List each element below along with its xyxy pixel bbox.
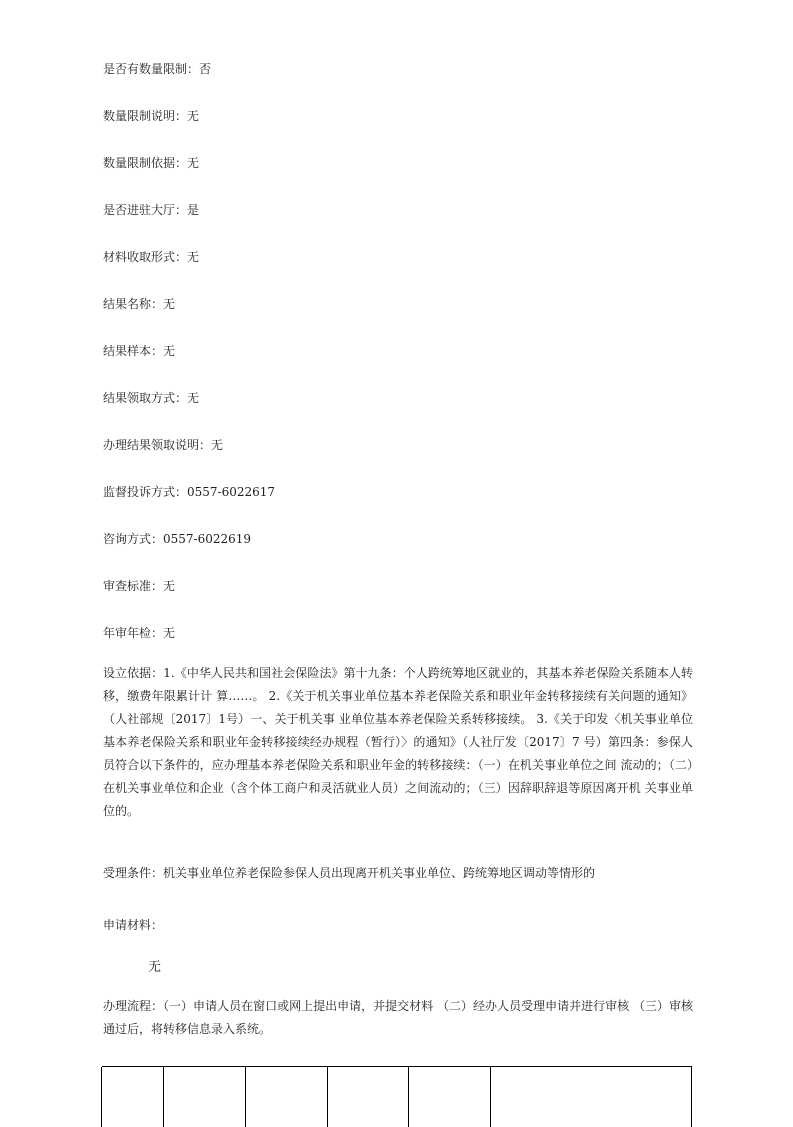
review-standard-field: 审查标准：无: [103, 579, 176, 593]
result-collection-note-field: 办理结果领取说明：无: [103, 438, 224, 452]
legal-basis-paragraph: 设立依据：1.《中华人民共和国社会保险法》第十九条：个人跨统筹地区就业的，其基本养老保险关系随本人转移，缴费年限累计计 算……。 2.《关于机关事业单位基本养老保险关系和职业年金转移接续有关问题的通知》（人社部规〔2017〕1号）一、关于机关事 业单位基本养老保险关系转移接续。 3.《关于印发〈机关事业单位基本养老保险关系和职业年金转移接续经办规程（暂行）〉的通知》（人社厅发〔2017〕7 号）第四条：参保人员符合以下条件的，应办理基本养老保险关系和职业年金的转移接续：（一）在机关事业单位之间 流动的；（二）在机关事业单位和企业（含个体工商户和灵活就业人员）之间流动的；（三）因辞职辞退等原因离开机 关事业单位的。: [103, 666, 693, 818]
table-column-divider: [327, 1067, 328, 1127]
inquiry-contact-field: 咨询方式：0557-6022619: [103, 532, 252, 546]
table-column-divider: [408, 1067, 409, 1127]
quantity-limit-basis-field: 数量限制依据：无: [103, 156, 200, 170]
result-collection-method-field: 结果领取方式：无: [103, 391, 200, 405]
table-column-divider: [101, 1067, 102, 1127]
result-name-field: 结果名称：无: [103, 297, 176, 311]
table-header-border: [102, 1066, 692, 1125]
hall-entry-field: 是否进驻大厅：是: [103, 203, 200, 217]
application-materials-value: 无: [148, 960, 162, 975]
annual-inspection-field: 年审年检：无: [103, 626, 176, 640]
quantity-limit-description-field: 数量限制说明：无: [103, 109, 200, 123]
quantity-limit-field: 是否有数量限制：否: [103, 62, 212, 76]
result-sample-field: 结果样本：无: [103, 344, 176, 358]
process-paragraph: 办理流程：（一）申请人员在窗口或网上提出申请，并提交材料 （二）经办人员受理申请并进行审核 （三）审核通过后，将转移信息录入系统。: [103, 999, 693, 1036]
table-column-divider: [490, 1067, 491, 1127]
table-column-divider: [245, 1067, 246, 1127]
application-materials-label: 申请材料：: [103, 918, 164, 932]
material-collection-form-field: 材料收取形式：无: [103, 250, 200, 264]
table-column-divider: [691, 1067, 692, 1127]
complaint-contact-field: 监督投诉方式：0557-6022617: [103, 485, 276, 499]
acceptance-condition-field: 受理条件：机关事业单位养老保险参保人员出现离开机关事业单位、跨统筹地区调动等情形的: [103, 866, 596, 880]
table-column-divider: [163, 1067, 164, 1127]
